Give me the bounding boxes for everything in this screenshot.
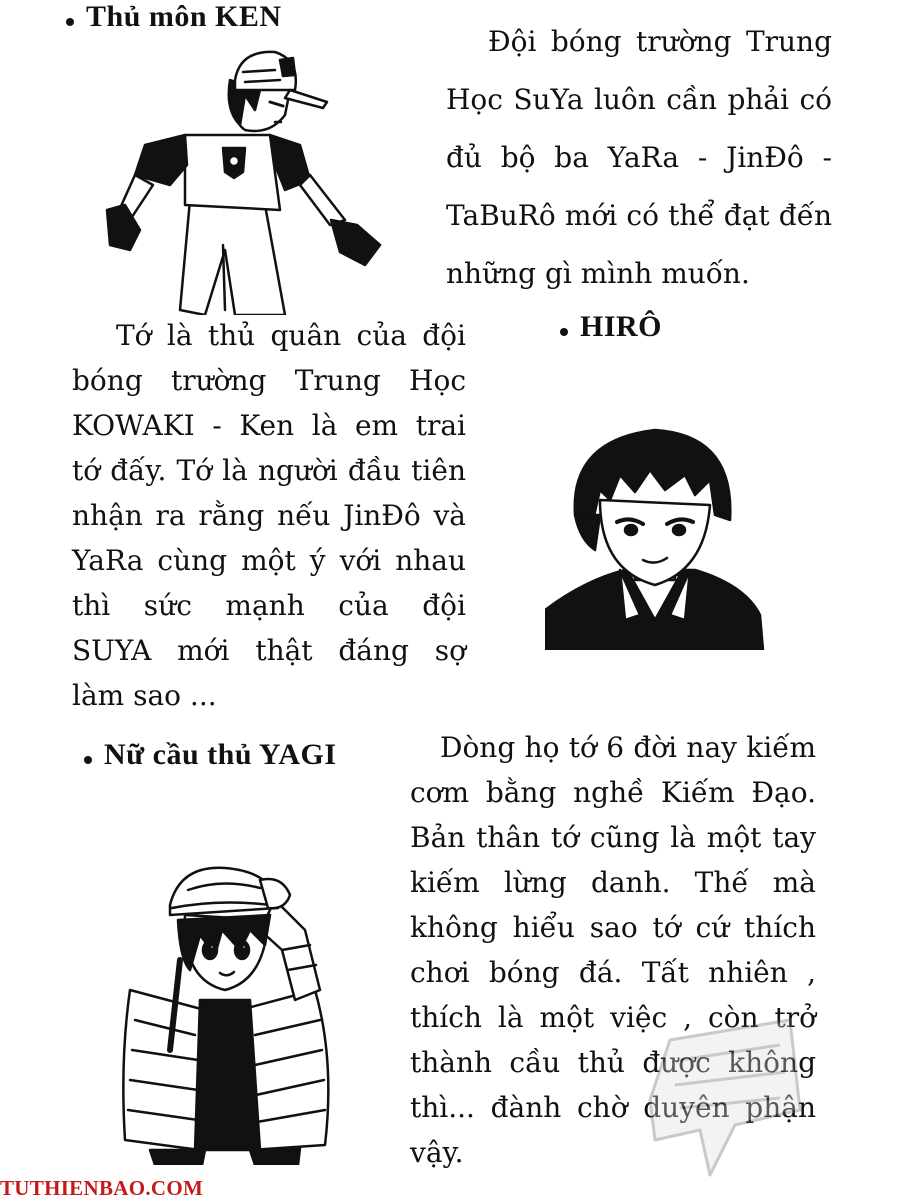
text-line: Đội bóng trường Trung bbox=[488, 25, 832, 58]
text-line: vậy. bbox=[410, 1136, 464, 1169]
text-line: kiếm lừng danh. Thế mà bbox=[410, 866, 816, 899]
hiro-portrait-illustration bbox=[545, 420, 765, 650]
heading-hiro bbox=[560, 310, 662, 344]
text-line: thì sức mạnh của đội bbox=[72, 589, 466, 622]
text-line: cơm bằng nghề Kiếm Đạo. bbox=[410, 776, 816, 809]
text-line: thì... đành chờ duyên phận bbox=[410, 1091, 816, 1124]
text-line: Dòng họ tớ 6 đời nay kiếm bbox=[440, 731, 816, 764]
site-footer-text: TUTHIENBAO.COM bbox=[0, 1176, 204, 1200]
paragraph-suya bbox=[446, 25, 832, 290]
text-line: tớ đấy. Tớ là người đầu tiên bbox=[72, 454, 466, 487]
text-line: Bản thân tớ cũng là một tay bbox=[410, 821, 816, 854]
text-line: KOWAKI - Ken là em trai bbox=[72, 409, 466, 442]
text-line: chơi bóng đá. Tất nhiên , bbox=[410, 956, 816, 989]
heading-yagi-text: Nữ cầu thủ YAGI bbox=[104, 738, 337, 771]
bullet-icon bbox=[560, 328, 568, 336]
heading-hiro-text: HIRÔ bbox=[580, 310, 663, 343]
bullet-icon bbox=[84, 756, 92, 764]
text-line: những gì mình muốn. bbox=[446, 257, 750, 290]
text-line: thành cầu thủ được không bbox=[410, 1046, 816, 1079]
text-line: làm sao ... bbox=[72, 679, 217, 712]
heading-ken bbox=[66, 0, 282, 34]
text-line: đủ bộ ba YaRa - JinĐô - bbox=[446, 141, 832, 174]
text-line: YaRa cùng một ý với nhau bbox=[72, 544, 466, 577]
paragraph-ken bbox=[72, 319, 466, 712]
text-line: không hiểu sao tớ cứ thích bbox=[410, 911, 816, 944]
heading-yagi bbox=[84, 738, 337, 772]
watermark-stamp bbox=[640, 1000, 805, 1180]
yagi-illustration bbox=[110, 860, 340, 1165]
text-line: Học SuYa luôn cần phải có bbox=[446, 83, 832, 116]
text-line: TaBuRô mới có thể đạt đến bbox=[446, 199, 832, 232]
text-line: bóng trường Trung Học bbox=[72, 364, 466, 397]
text-line: SUYA mới thật đáng sợ bbox=[72, 634, 466, 667]
bullet-icon bbox=[66, 18, 74, 26]
heading-ken-text: Thủ môn KEN bbox=[86, 0, 282, 33]
text-line: Tớ là thủ quân của đội bbox=[116, 319, 466, 352]
goalkeeper-illustration bbox=[95, 40, 390, 315]
text-line: thích là một việc , còn trở bbox=[410, 1001, 816, 1034]
text-line: nhận ra rằng nếu JinĐô và bbox=[72, 499, 466, 532]
